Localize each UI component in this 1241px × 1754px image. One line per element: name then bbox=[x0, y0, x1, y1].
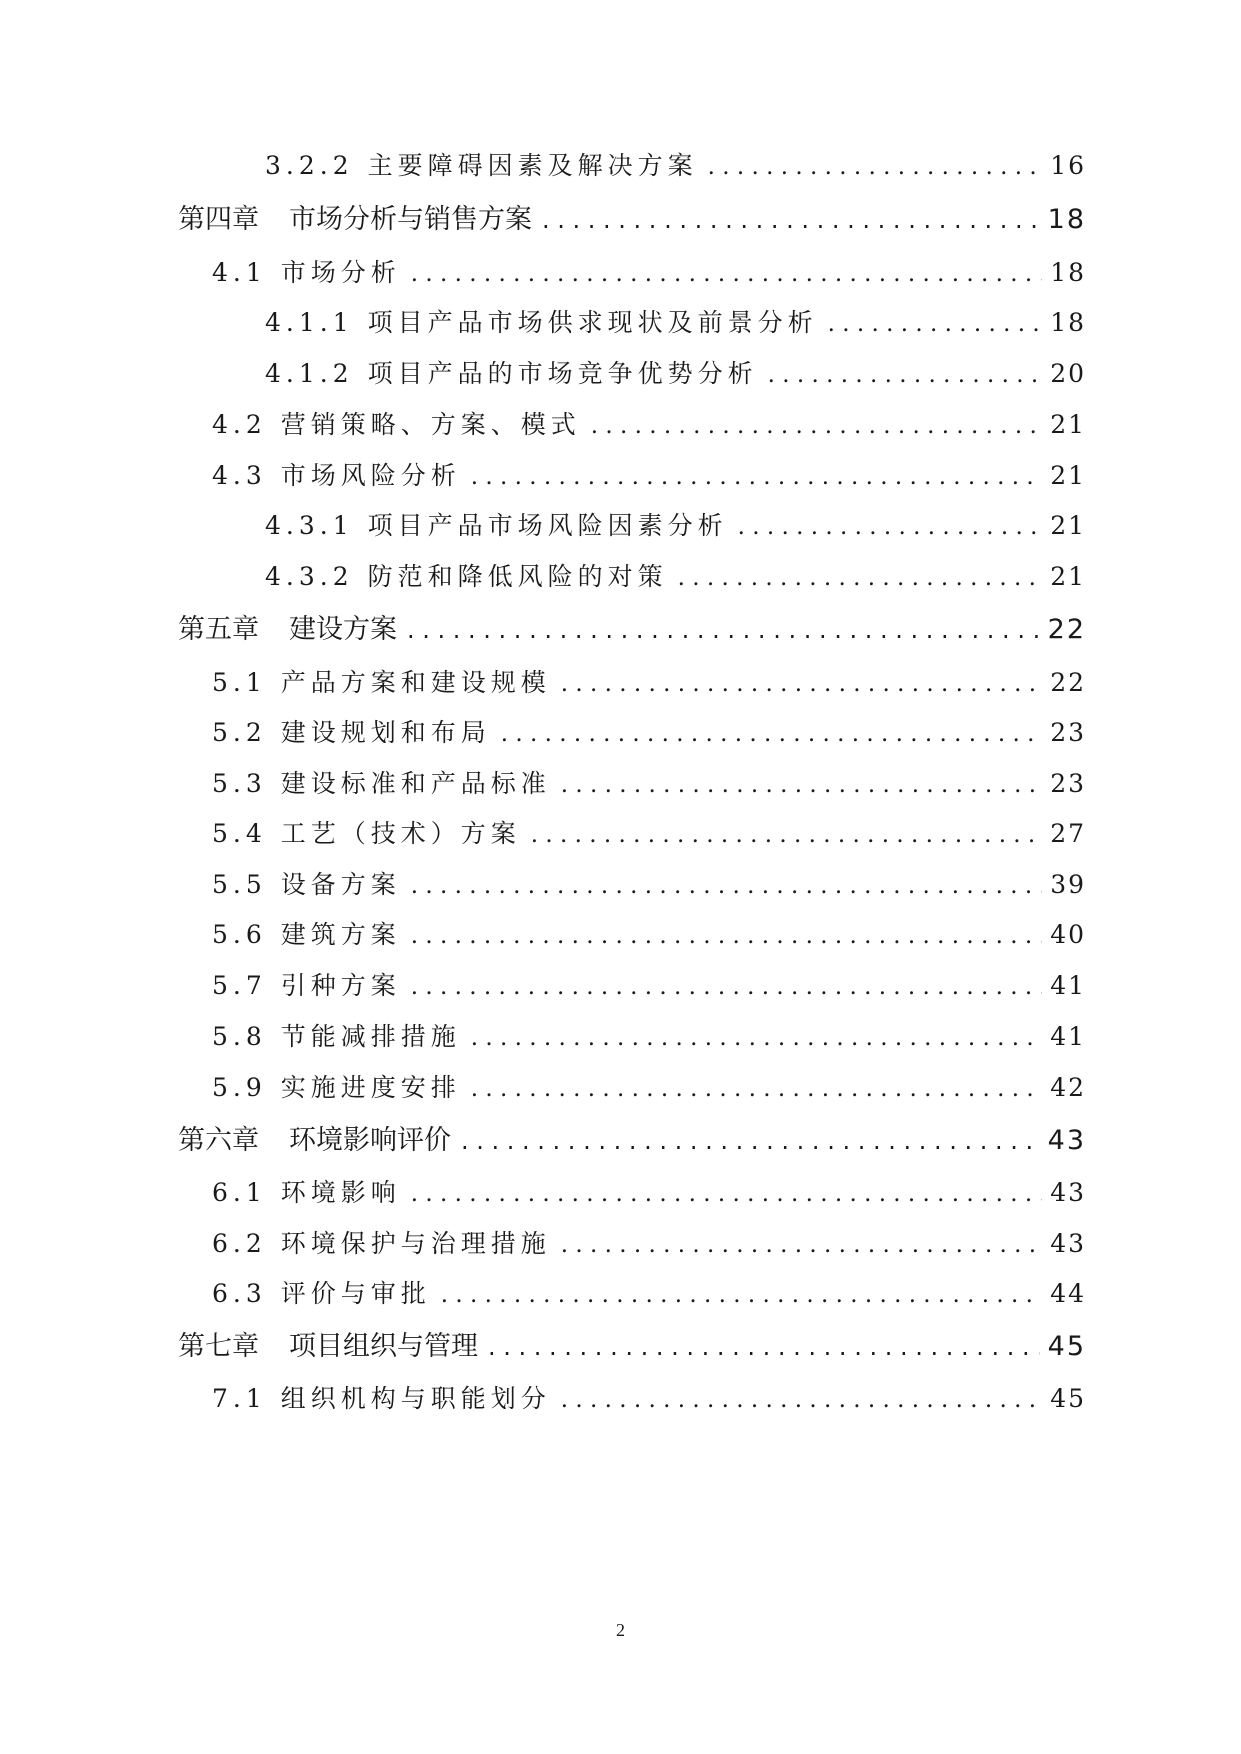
toc-entry-page: 21 bbox=[1050, 511, 1086, 540]
toc-entry-title: 组织机构与职能划分 bbox=[280, 1384, 551, 1413]
toc-entry-title: 市场风险分析 bbox=[280, 461, 461, 490]
toc-entry-number: 4.3 bbox=[212, 461, 267, 490]
toc-entry-number: 4.2 bbox=[212, 410, 267, 439]
toc-entry-title: 设备方案 bbox=[280, 870, 401, 899]
toc-entry-number: 5.9 bbox=[212, 1073, 267, 1102]
toc-entry-title: 环境保护与治理措施 bbox=[280, 1229, 551, 1258]
toc-entry-number: 5.2 bbox=[212, 718, 267, 747]
toc-entry-number: 5.8 bbox=[212, 1022, 267, 1051]
toc-entry-title: 营销策略、方案、模式 bbox=[280, 410, 581, 439]
toc-chapter-4[interactable] bbox=[178, 198, 1086, 242]
toc-chapter-number: 第七章 bbox=[178, 1331, 259, 1362]
toc-dot-leader bbox=[738, 505, 1043, 549]
toc-entry-page: 43 bbox=[1050, 1178, 1086, 1207]
toc-entry-title: 项目产品的市场竞争优势分析 bbox=[367, 359, 758, 388]
toc-entry-number: 4.1.2 bbox=[265, 359, 354, 388]
toc-entry-title: 建设标准和产品标准 bbox=[280, 769, 551, 798]
toc-entry-number: 5.4 bbox=[212, 819, 267, 848]
toc-entry-5-5[interactable] bbox=[212, 863, 1086, 907]
toc-entry-6-3[interactable] bbox=[212, 1272, 1086, 1316]
toc-entry-page: 22 bbox=[1047, 614, 1086, 645]
toc-entry-page: 23 bbox=[1050, 769, 1086, 798]
toc-chapter-5[interactable] bbox=[178, 608, 1086, 652]
toc-entry-5-6[interactable] bbox=[212, 913, 1086, 957]
toc-entry-title: 实施进度安排 bbox=[280, 1073, 461, 1102]
toc-entry-6-1[interactable] bbox=[212, 1171, 1086, 1215]
toc-dot-leader bbox=[471, 1016, 1042, 1060]
toc-entry-title: 节能减排措施 bbox=[280, 1022, 461, 1051]
toc-entry-title: 环境影响 bbox=[280, 1178, 401, 1207]
toc-entry-6-2[interactable] bbox=[212, 1222, 1086, 1266]
toc-entry-title: 引种方案 bbox=[280, 971, 401, 1000]
toc-entry-page: 27 bbox=[1050, 819, 1086, 848]
toc-dot-leader bbox=[411, 914, 1042, 958]
toc-entry-5-1[interactable] bbox=[212, 661, 1086, 705]
toc-entry-page: 41 bbox=[1050, 971, 1086, 1000]
toc-dot-leader bbox=[411, 965, 1042, 1009]
toc-dot-leader bbox=[441, 1273, 1042, 1317]
toc-entry-title: 主要障碍因素及解决方案 bbox=[367, 151, 698, 180]
toc-entry-4-1[interactable] bbox=[212, 251, 1086, 295]
toc-entry-page: 45 bbox=[1050, 1384, 1086, 1413]
toc-chapter-7[interactable] bbox=[178, 1325, 1086, 1369]
toc-dot-leader bbox=[768, 353, 1043, 397]
toc-entry-number: 3.2.2 bbox=[265, 151, 354, 180]
toc-entry-4-1-1[interactable] bbox=[265, 301, 1086, 345]
toc-dot-leader bbox=[542, 198, 1040, 242]
toc-entry-4-3[interactable] bbox=[212, 454, 1086, 498]
toc-dot-leader bbox=[708, 145, 1043, 189]
toc-entry-title: 项目产品市场风险因素分析 bbox=[367, 511, 728, 540]
toc-dot-leader bbox=[828, 302, 1043, 346]
toc-entry-number: 5.5 bbox=[212, 870, 267, 899]
toc-dot-leader bbox=[561, 1378, 1042, 1422]
toc-entry-title: 项目产品市场供求现状及前景分析 bbox=[367, 308, 818, 337]
toc-dot-leader bbox=[561, 1223, 1042, 1267]
toc-entry-page: 44 bbox=[1050, 1279, 1086, 1308]
toc-entry-title: 建设规划和布局 bbox=[280, 718, 491, 747]
toc-dot-leader bbox=[488, 1325, 1040, 1369]
toc-entry-title: 建筑方案 bbox=[280, 920, 401, 949]
toc-entry-number: 6.2 bbox=[212, 1229, 267, 1258]
toc-entry-page: 45 bbox=[1047, 1331, 1086, 1362]
toc-entry-title: 防范和降低风险的对策 bbox=[367, 562, 668, 591]
toc-chapter-title: 建设方案 bbox=[289, 614, 397, 645]
toc-chapter-number: 第四章 bbox=[178, 204, 259, 235]
toc-entry-page: 23 bbox=[1050, 718, 1086, 747]
toc-entry-5-2[interactable] bbox=[212, 711, 1086, 755]
toc-entry-title: 产品方案和建设规模 bbox=[280, 668, 551, 697]
toc-dot-leader bbox=[461, 1119, 1040, 1163]
toc-dot-leader bbox=[501, 712, 1042, 756]
toc-entry-5-9[interactable] bbox=[212, 1066, 1086, 1110]
toc-entry-number: 5.7 bbox=[212, 971, 267, 1000]
toc-entry-number: 5.3 bbox=[212, 769, 267, 798]
toc-entry-page: 18 bbox=[1050, 258, 1086, 287]
toc-entry-4-3-1[interactable] bbox=[265, 504, 1086, 548]
toc-entry-page: 20 bbox=[1050, 359, 1086, 388]
toc-entry-4-3-2[interactable] bbox=[265, 555, 1086, 599]
toc-dot-leader bbox=[411, 1172, 1042, 1216]
toc-entry-page: 18 bbox=[1050, 308, 1086, 337]
toc-entry-number: 6.3 bbox=[212, 1279, 267, 1308]
toc-entry-page: 22 bbox=[1050, 668, 1086, 697]
toc-entry-7-1[interactable] bbox=[212, 1377, 1086, 1421]
toc-entry-number: 4.3.2 bbox=[265, 562, 354, 591]
toc-dot-leader bbox=[411, 252, 1042, 296]
toc-dot-leader bbox=[561, 763, 1042, 807]
toc-entry-number: 5.6 bbox=[212, 920, 267, 949]
toc-entry-page: 43 bbox=[1047, 1125, 1086, 1156]
toc-entry-title: 工艺（技术）方案 bbox=[280, 819, 521, 848]
toc-entry-page: 43 bbox=[1050, 1229, 1086, 1258]
toc-dot-leader bbox=[407, 608, 1040, 652]
toc-dot-leader bbox=[561, 662, 1042, 706]
toc-entry-page: 40 bbox=[1050, 920, 1086, 949]
toc-chapter-title: 项目组织与管理 bbox=[289, 1331, 478, 1362]
toc-entry-number: 5.1 bbox=[212, 668, 267, 697]
toc-dot-leader bbox=[531, 813, 1042, 857]
toc-chapter-6[interactable] bbox=[178, 1119, 1086, 1163]
toc-entry-3-2-2[interactable] bbox=[265, 144, 1086, 188]
toc-dot-leader bbox=[678, 556, 1043, 600]
toc-dot-leader bbox=[591, 404, 1042, 448]
toc-entry-page: 42 bbox=[1050, 1073, 1086, 1102]
toc-entry-number: 4.1.1 bbox=[265, 308, 354, 337]
toc-entry-page: 39 bbox=[1050, 870, 1086, 899]
toc-dot-leader bbox=[471, 455, 1042, 499]
toc-entry-number: 4.1 bbox=[212, 258, 267, 287]
toc-chapter-title: 环境影响评价 bbox=[289, 1125, 451, 1156]
toc-entry-5-3[interactable] bbox=[212, 762, 1086, 806]
toc-entry-4-2[interactable] bbox=[212, 403, 1086, 447]
toc-entry-number: 6.1 bbox=[212, 1178, 267, 1207]
toc-dot-leader bbox=[471, 1067, 1042, 1111]
toc-entry-page: 21 bbox=[1050, 461, 1086, 490]
toc-entry-5-8[interactable] bbox=[212, 1015, 1086, 1059]
toc-entry-page: 18 bbox=[1047, 204, 1086, 235]
toc-entry-title: 评价与审批 bbox=[280, 1279, 431, 1308]
toc-entry-title: 市场分析 bbox=[280, 258, 401, 287]
toc-chapter-number: 第六章 bbox=[178, 1125, 259, 1156]
toc-dot-leader bbox=[411, 864, 1042, 908]
toc-entry-page: 41 bbox=[1050, 1022, 1086, 1051]
toc-entry-page: 16 bbox=[1050, 151, 1086, 180]
page-number: 2 bbox=[616, 1620, 625, 1640]
toc-entry-page: 21 bbox=[1050, 562, 1086, 591]
toc-chapter-number: 第五章 bbox=[178, 614, 259, 645]
toc-entry-page: 21 bbox=[1050, 410, 1086, 439]
toc-entry-4-1-2[interactable] bbox=[265, 352, 1086, 396]
toc-entry-number: 7.1 bbox=[212, 1384, 267, 1413]
toc-entry-5-4[interactable] bbox=[212, 812, 1086, 856]
toc-chapter-title: 市场分析与销售方案 bbox=[289, 204, 532, 235]
toc-entry-number: 4.3.1 bbox=[265, 511, 354, 540]
toc-entry-5-7[interactable] bbox=[212, 964, 1086, 1008]
